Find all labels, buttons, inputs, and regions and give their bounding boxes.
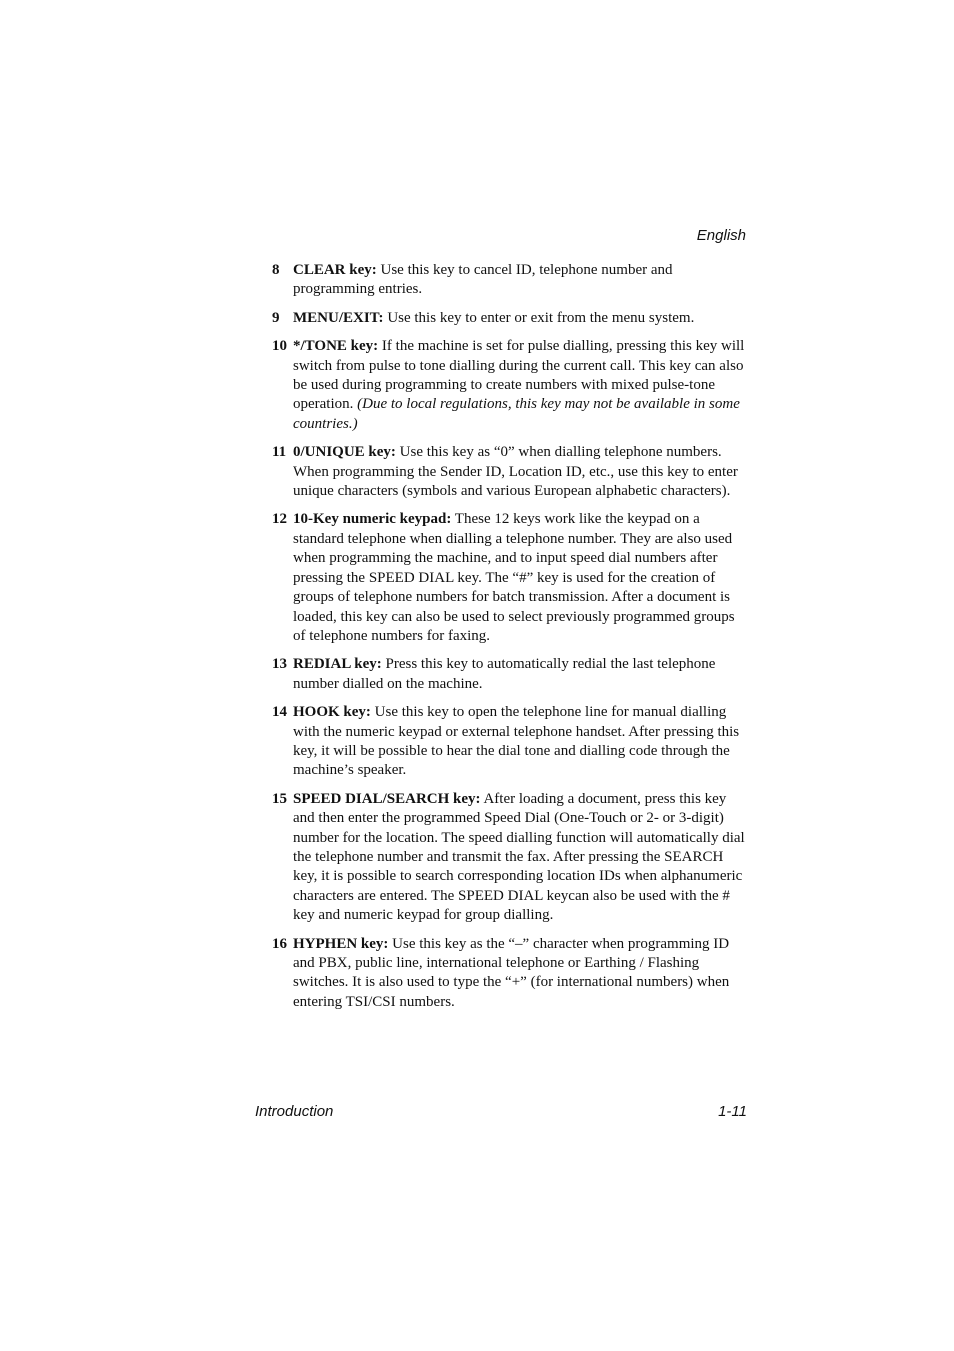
item-number: 9: [272, 309, 280, 326]
list-item: [272, 790, 748, 926]
list-item: [272, 510, 748, 646]
list-item: [272, 309, 748, 328]
footer-page-number: 1-11: [718, 1103, 747, 1120]
item-term: 10-Key numeric keypad:: [293, 511, 452, 528]
list-item: [272, 337, 748, 434]
list-item: [272, 703, 748, 781]
item-number: 13: [272, 656, 287, 673]
item-term: */TONE key:: [293, 338, 379, 355]
item-term: 0/UNIQUE key:: [293, 444, 396, 461]
item-number: 10: [272, 338, 287, 355]
item-term: HOOK key:: [293, 704, 371, 721]
item-number: 16: [272, 935, 287, 952]
item-text: Use this key as the “–” character when programming ID and PBX, public line, international telephone or Earthing / Flashing switches. It is also used to type the “+” (for international numbers) when entering TSI/CSI numbers.: [293, 935, 730, 1010]
key-description-list: [272, 261, 748, 1021]
list-item: [272, 655, 748, 694]
item-text: Use this key to open the telephone line for manual dialling with the numeric keypad or external telephone handset. After pressing this key, it will be possible to hear the dial tone and dialling code through the machine’s speaker.: [293, 704, 740, 779]
item-number: 12: [272, 511, 287, 528]
item-term: MENU/EXIT:: [293, 309, 384, 326]
list-item: [272, 261, 748, 300]
item-number: 14: [272, 704, 287, 721]
item-term: CLEAR key:: [293, 262, 377, 278]
item-number: 15: [272, 790, 287, 807]
item-text: If the machine is set for pulse dialling, pressing this key will switch from pulse to tone dialling during the current call. This key can also be used during programming to create numbers with mixed pulse-tone operation.: [293, 338, 745, 413]
item-text: These 12 keys work like the keypad on a standard telephone when dialling a telephone number. They are also used when programming the machine, and to input speed dial numbers after pressing the SPEED DIAL key. The “#” key is used for the creation of groups of telephone numbers for batch transmission. After a document is loaded, this key can also be used to select previously programmed groups of telephone numbers for faxing.: [293, 511, 735, 644]
header-language: English: [696, 227, 746, 244]
item-text: Use this key to cancel ID, telephone number and programming entries.: [293, 262, 673, 298]
footer-section: Introduction: [255, 1103, 334, 1120]
item-text: Use this key as “0” when dialling telephone numbers. When programming the Sender ID, Location ID, etc., use this key to enter unique characters (symbols and various European alphabetic characters).: [293, 444, 738, 500]
item-term: HYPHEN key:: [293, 935, 389, 952]
list-item: [272, 935, 748, 1013]
item-term: SPEED DIAL/SEARCH key:: [293, 790, 481, 807]
list-item: [272, 443, 748, 501]
item-number: 11: [272, 444, 287, 461]
item-number: 8: [272, 262, 280, 278]
item-term: REDIAL key:: [293, 656, 382, 673]
item-text: Press this key to automatically redial the last telephone number dialled on the machine.: [293, 656, 716, 692]
item-text: After loading a document, press this key and then enter the programmed Speed Dial (One-Touch or 2- or 3-digit) number for the location. The speed dialling function will automatically dial the telephone number and transmit the fax. After pressing the SEARCH key, it is possible to search corresponding location IDs when alphanumeric characters are entered. The SPEED DIAL keycan also be used with the # key and numeric keypad for group dialling.: [293, 790, 745, 924]
item-text: Use this key to enter or exit from the menu system.: [383, 309, 695, 326]
item-note: (Due to local regulations, this key may not be available in some countries.): [293, 396, 740, 432]
